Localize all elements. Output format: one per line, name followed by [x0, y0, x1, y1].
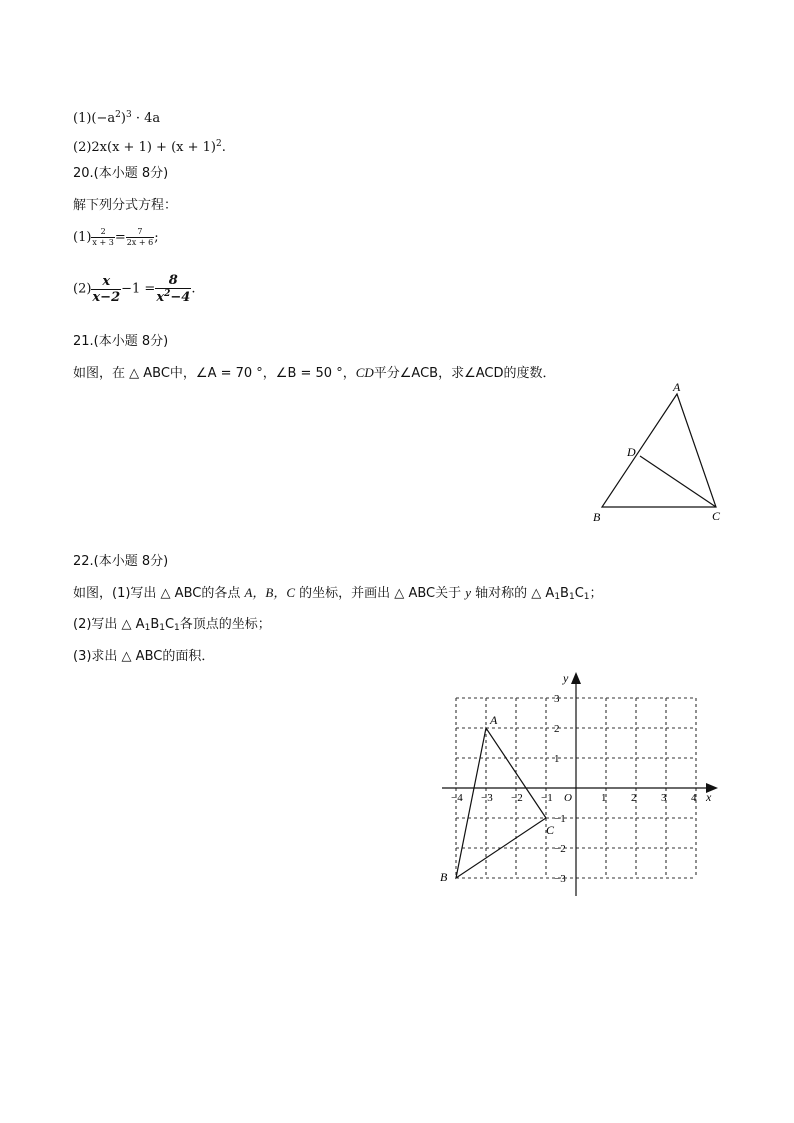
x-tick-label: −4 — [451, 792, 463, 804]
x-tick-label: 4 — [691, 792, 697, 804]
q19-part1: $(1)(-a^2)^3 \cdot 4a$ — [73, 110, 161, 126]
y-tick-label: −2 — [554, 843, 566, 855]
x-tick-label: 1 — [601, 792, 607, 804]
q20-eq2-lhs-fraction: $\frac{x}{x-2}$ — [92, 273, 121, 305]
y-axis-label: y — [563, 671, 569, 685]
x-tick-label: −2 — [511, 792, 523, 804]
q20-eq1-rhs-fraction: $\frac{7}{2x + 6}$ — [126, 227, 154, 247]
q22-coordinate-plane — [430, 668, 730, 903]
x-tick-label: −1 — [541, 792, 553, 804]
q20-instruction: 解下列分式方程： — [73, 198, 178, 213]
x-axis-label: x — [706, 790, 712, 804]
q22-header: 22.(本小题 8分) — [73, 554, 169, 569]
q20-header: 20.(本小题 8分) — [73, 166, 169, 181]
q22-line2: (2)写出 △ $A_1B_1C_1$各顶点的坐标； — [73, 617, 271, 633]
x-tick-label: −3 — [481, 792, 493, 804]
x-tick-label: 2 — [631, 792, 637, 804]
q21-triangle-abc — [602, 394, 716, 507]
q21-text: 如图，在 △ ABC中，∠A = 70 °，∠B = 50 °，CD平分∠ACB，求∠ACD的度数． — [73, 365, 556, 381]
q20-eq2-rhs-fraction: $\frac{8}{x^2-4}$ — [156, 273, 191, 305]
q21-label-d: D — [627, 445, 636, 459]
q20-equation-1: (1) $\frac{2}{x + 3}$ = $\frac{7}{2x + 6}$ ; — [73, 227, 159, 247]
x-tick-label: 3 — [661, 792, 667, 804]
y-tick-label: 1 — [554, 753, 560, 765]
q21-triangle-figure — [585, 380, 735, 530]
y-tick-label: −3 — [554, 873, 566, 885]
y-tick-label: 3 — [554, 693, 560, 705]
q21-label-a: A — [673, 380, 681, 394]
q22-line3: (3)求出 △ ABC的面积． — [73, 649, 215, 664]
q20-eq1-lhs-fraction: $\frac{2}{x + 3}$ — [92, 227, 114, 247]
q19-part2: $(2)2x(x + 1) + (x + 1)^2$. — [73, 139, 226, 155]
y-tick-label: −1 — [554, 813, 566, 825]
point-label-a: A — [490, 713, 498, 727]
y-axis-arrow — [571, 672, 581, 684]
q20-equation-2: (2) $\frac{x}{x-2}$ −1 = $\frac{8}{x^2-4}$ . — [73, 273, 196, 305]
q21-label-b: B — [593, 510, 601, 524]
point-label-b: B — [440, 870, 448, 884]
q21-header: 21.(本小题 8分) — [73, 334, 169, 349]
point-label-c: C — [546, 823, 555, 837]
origin-label: O — [564, 792, 572, 804]
triangle-abc — [456, 728, 546, 878]
q22-line1: 如图，(1)写出 △ ABC的各点 A，B，C 的坐标，并画出 △ ABC关于 y 轴对称的 △ $A_1B_1C_1$； — [73, 585, 603, 602]
q21-label-c: C — [712, 509, 721, 523]
q21-segment-cd — [640, 456, 716, 507]
y-tick-label: 2 — [554, 723, 560, 735]
